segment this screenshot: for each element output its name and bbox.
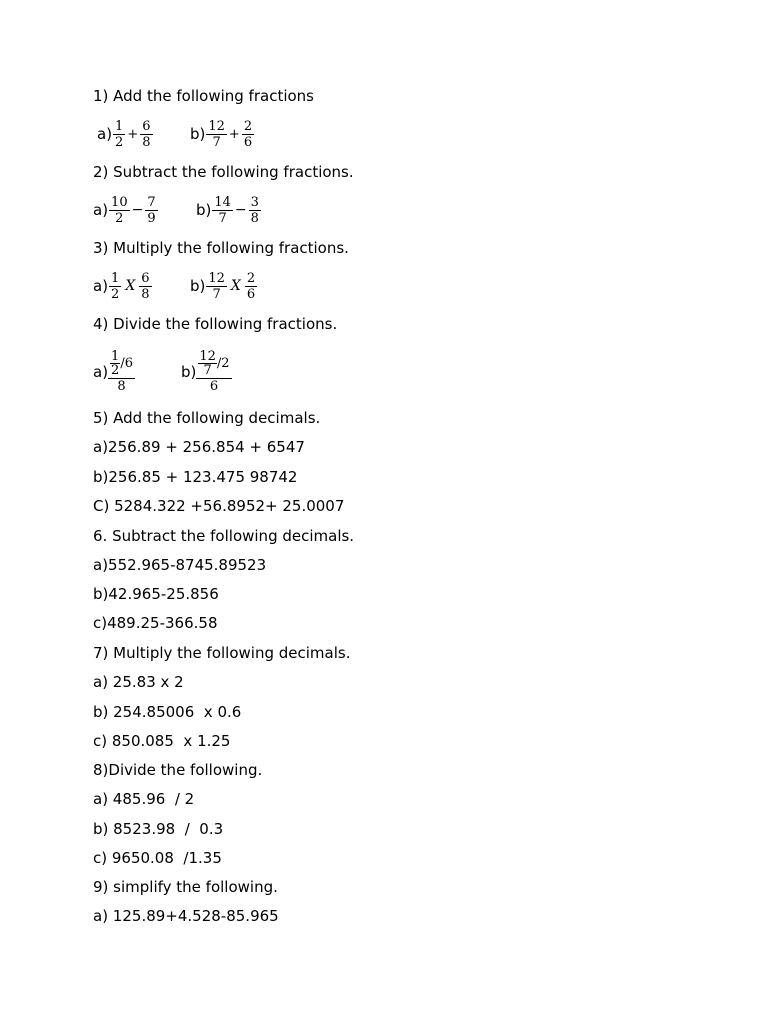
fraction xyxy=(109,271,121,302)
numerator: 6 xyxy=(141,270,150,286)
divisor: /6 xyxy=(120,355,133,371)
q3-a-label: a) xyxy=(93,277,109,295)
fraction xyxy=(245,271,257,302)
numerator: 1 xyxy=(111,270,120,286)
fraction xyxy=(139,271,151,302)
operator: X xyxy=(125,278,136,294)
denominator: 2 xyxy=(111,363,120,378)
denominator: 2 xyxy=(115,210,124,226)
operator: X xyxy=(230,278,241,294)
denominator: 2 xyxy=(111,286,120,302)
q1-a xyxy=(97,114,154,154)
fraction xyxy=(206,271,227,302)
fraction xyxy=(140,119,152,150)
numerator: 2 xyxy=(243,118,253,134)
q2-heading: 2) Subtract the following fractions. xyxy=(93,163,354,181)
q4-heading: 4) Divide the following fractions. xyxy=(93,315,338,333)
denominator: 7 xyxy=(203,363,212,378)
numerator: 6 xyxy=(142,118,151,134)
q6-item-c: c)489.25-366.58 xyxy=(93,614,218,632)
denominator: 2 xyxy=(115,134,124,150)
fraction xyxy=(249,195,261,226)
fraction xyxy=(198,350,217,377)
q4-b xyxy=(181,345,232,399)
q8-item-a: a) 485.96 / 2 xyxy=(93,790,195,808)
q5-item-a: a)256.89 + 256.854 + 6547 xyxy=(93,438,305,456)
numerator: 12 xyxy=(208,118,225,134)
operator: + xyxy=(228,126,240,142)
denominator: 8 xyxy=(142,134,151,150)
q9-heading: 9) simplify the following. xyxy=(93,878,278,896)
q6-heading: 6. Subtract the following decimals. xyxy=(93,527,355,545)
numerator: 7 xyxy=(147,194,156,210)
worksheet xyxy=(93,0,733,1024)
denominator: 6 xyxy=(246,286,256,302)
denominator: 7 xyxy=(212,134,221,150)
q6-item-b: b)42.965-25.856 xyxy=(93,585,219,603)
numerator: 1 xyxy=(115,118,124,134)
q5-item-b: b)256.85 + 123.475 98742 xyxy=(93,468,298,486)
fraction xyxy=(113,119,125,150)
q4-a-label: a) xyxy=(93,363,109,381)
q3-b-label: b) xyxy=(190,277,206,295)
q2-a xyxy=(93,190,159,230)
q8-item-b: b) 8523.98 / 0.3 xyxy=(93,820,224,838)
q3-b xyxy=(190,266,258,306)
denominator: 9 xyxy=(147,210,156,226)
numerator: 1 xyxy=(111,349,120,364)
numerator: 3 xyxy=(250,194,259,210)
compound-fraction xyxy=(108,350,135,394)
q4-a xyxy=(93,345,135,399)
q1-b xyxy=(190,114,255,154)
fraction xyxy=(110,350,120,377)
q3-heading: 3) Multiply the following fractions. xyxy=(93,239,349,257)
operator: − xyxy=(131,202,144,218)
q8-heading: 8)Divide the following. xyxy=(93,761,263,779)
fraction xyxy=(212,195,233,226)
denominator: 7 xyxy=(218,210,227,226)
q7-item-b: b) 254.85006 x 0.6 xyxy=(93,703,242,721)
numerator: 10 xyxy=(111,194,128,210)
denominator: 6 xyxy=(209,379,219,394)
q9-item-a: a) 125.89+4.528-85.965 xyxy=(93,907,279,925)
q7-item-a: a) 25.83 x 2 xyxy=(93,673,184,691)
q5-item-c: C) 5284.322 +56.8952+ 25.0007 xyxy=(93,497,345,515)
q2-b xyxy=(196,190,262,230)
q1-b-label: b) xyxy=(190,125,206,143)
numerator: 12 xyxy=(208,270,225,286)
q4-b-label: b) xyxy=(181,363,197,381)
numerator: 12 xyxy=(199,349,216,364)
q7-heading: 7) Multiply the following decimals. xyxy=(93,644,351,662)
q3-a xyxy=(93,266,153,306)
operator: + xyxy=(127,126,139,142)
denominator: 7 xyxy=(212,286,221,302)
q7-item-c: c) 850.085 x 1.25 xyxy=(93,732,231,750)
denominator: 8 xyxy=(117,379,126,394)
q1-heading: 1) Add the following fractions xyxy=(93,87,314,105)
fraction xyxy=(145,195,157,226)
compound-fraction xyxy=(196,350,231,394)
q1-a-label: a) xyxy=(97,125,113,143)
divisor: /2 xyxy=(216,355,230,371)
q6-item-a: a)552.965-8745.89523 xyxy=(93,556,267,574)
fraction xyxy=(109,195,130,226)
q2-a-label: a) xyxy=(93,201,109,219)
q5-heading: 5) Add the following decimals. xyxy=(93,409,321,427)
operator: − xyxy=(234,202,247,218)
q2-b-label: b) xyxy=(196,201,212,219)
numerator: 14 xyxy=(214,194,231,210)
q8-item-c: c) 9650.08 /1.35 xyxy=(93,849,222,867)
denominator: 8 xyxy=(141,286,150,302)
denominator: 8 xyxy=(250,210,259,226)
denominator: 6 xyxy=(243,134,253,150)
fraction xyxy=(242,119,254,150)
fraction xyxy=(206,119,227,150)
numerator: 2 xyxy=(246,270,256,286)
